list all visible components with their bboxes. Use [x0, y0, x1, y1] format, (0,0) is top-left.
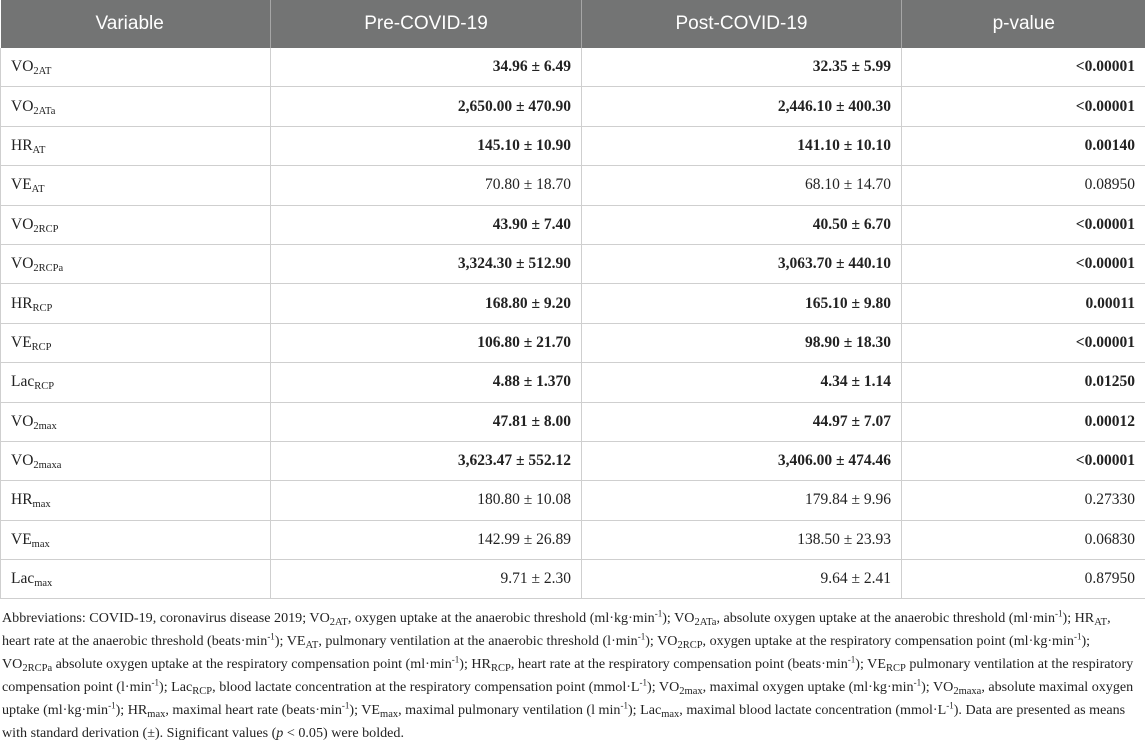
post-covid-value: 44.97 ± 7.07	[582, 402, 902, 441]
footnote-text: ). Data are presented as means with standard derivation (±). Significant values (	[2, 702, 1125, 741]
footnote-text: ); VO	[921, 679, 953, 695]
header-post-covid: Post-COVID-19	[582, 0, 902, 48]
p-value: 0.06830	[902, 520, 1145, 559]
variable-name: VE	[11, 176, 32, 193]
footnote-text: Abbreviations: COVID-19, coronavirus disease 2019; VO	[2, 610, 330, 626]
footnote-subscript: 2maxa	[953, 686, 981, 697]
variable-cell	[1, 441, 271, 480]
variable-name: VO	[11, 413, 33, 430]
footnote-subscript: RCP	[886, 663, 906, 674]
variable-subscript: RCP	[32, 342, 52, 353]
post-covid-value: 32.35 ± 5.99	[582, 48, 902, 87]
footnote-subscript: 2max	[679, 686, 702, 697]
pre-covid-value: 9.71 ± 2.30	[271, 560, 582, 599]
table-row	[1, 87, 1145, 126]
footnote-superscript: -1	[1055, 609, 1063, 619]
footnote-italic: p	[276, 725, 283, 741]
post-covid-value: 3,406.00 ± 474.46	[582, 441, 902, 480]
variable-cell	[1, 126, 271, 165]
table-row	[1, 166, 1145, 205]
table-row	[1, 126, 1145, 165]
variable-name: HR	[11, 137, 33, 154]
footnote-text: , maximal blood lactate concentration (mmol·L	[679, 702, 946, 718]
footnote-subscript: max	[661, 709, 679, 720]
table-row	[1, 284, 1145, 323]
variable-cell	[1, 87, 271, 126]
variable-subscript: 2RCP	[33, 224, 58, 235]
p-value: 0.01250	[902, 363, 1145, 402]
post-covid-value: 165.10 ± 9.80	[582, 284, 902, 323]
footnote-text: ); VE	[275, 633, 306, 649]
footnote-subscript: max	[380, 709, 398, 720]
footnote-text: ); VO	[647, 679, 679, 695]
footnote-superscript: -1	[946, 701, 954, 711]
variable-subscript: 2max	[33, 421, 56, 432]
variable-name: VO	[11, 98, 33, 115]
variable-cell	[1, 560, 271, 599]
variable-cell	[1, 48, 271, 87]
p-value: <0.00001	[902, 48, 1145, 87]
footnote-text: ); VE	[349, 702, 380, 718]
pre-covid-value: 4.88 ± 1.370	[271, 363, 582, 402]
variable-name: VO	[11, 216, 33, 233]
footnote-superscript: -1	[655, 609, 663, 619]
footnote-superscript: -1	[914, 678, 922, 688]
variable-cell	[1, 205, 271, 244]
footnote-subscript: AT	[1094, 617, 1107, 628]
post-covid-value: 98.90 ± 18.30	[582, 323, 902, 362]
footnote-text: , heart rate at the anaerobic threshold (beats·min	[2, 610, 1111, 649]
footnote-text: < 0.05) were bolded.	[283, 725, 404, 741]
variable-cell	[1, 166, 271, 205]
post-covid-value: 141.10 ± 10.10	[582, 126, 902, 165]
post-covid-value: 68.10 ± 14.70	[582, 166, 902, 205]
table-row	[1, 402, 1145, 441]
footnote-text: , maximal oxygen uptake (ml·kg·min	[703, 679, 914, 695]
p-value: <0.00001	[902, 244, 1145, 283]
post-covid-value: 3,063.70 ± 440.10	[582, 244, 902, 283]
footnote-text: , oxygen uptake at the respiratory compensation point (ml·kg·min	[703, 633, 1074, 649]
footnote-superscript: -1	[267, 632, 275, 642]
variable-name: VO	[11, 58, 33, 75]
footnote-superscript: -1	[452, 655, 460, 665]
variable-cell	[1, 402, 271, 441]
variable-subscript: max	[33, 499, 51, 510]
footnote-text: , heart rate at the respiratory compensation point (beats·min	[511, 656, 848, 672]
footnote-subscript: RCP	[192, 686, 212, 697]
variable-subscript: max	[32, 539, 50, 550]
pre-covid-value: 106.80 ± 21.70	[271, 323, 582, 362]
p-value: <0.00001	[902, 87, 1145, 126]
variable-subscript: 2maxa	[33, 460, 61, 471]
variable-name: VE	[11, 334, 32, 351]
variable-subscript: 2AT	[33, 66, 51, 77]
footnote-text: ); VO	[662, 610, 694, 626]
footnote-text: ); Lac	[628, 702, 661, 718]
variable-cell	[1, 520, 271, 559]
footnote-text: , pulmonary ventilation at the anaerobic threshold (l·min	[318, 633, 637, 649]
post-covid-value: 179.84 ± 9.96	[582, 481, 902, 520]
table-body	[1, 48, 1145, 599]
footnote-text: ); HR	[459, 656, 491, 672]
footnote-text: ); VO	[2, 633, 1090, 672]
variable-cell	[1, 284, 271, 323]
table-row	[1, 48, 1145, 87]
footnote-subscript: max	[147, 709, 165, 720]
footnote-superscript: -1	[342, 701, 350, 711]
footnote-text: , maximal heart rate (beats·min	[165, 702, 342, 718]
table-row	[1, 481, 1145, 520]
table-footnote	[2, 607, 1135, 745]
variable-subscript: AT	[32, 184, 45, 195]
pre-covid-value: 2,650.00 ± 470.90	[271, 87, 582, 126]
p-value: 0.27330	[902, 481, 1145, 520]
header-variable: Variable	[1, 0, 271, 48]
pre-covid-value: 3,324.30 ± 512.90	[271, 244, 582, 283]
post-covid-value: 4.34 ± 1.14	[582, 363, 902, 402]
footnote-text: , absolute maximal oxygen uptake (ml·kg·min	[2, 679, 1133, 718]
p-value: 0.00140	[902, 126, 1145, 165]
pre-covid-value: 168.80 ± 9.20	[271, 284, 582, 323]
footnote-subscript: 2RCPa	[22, 663, 52, 674]
footnote-text: absolute oxygen uptake at the respiratory compensation point (ml·min	[52, 656, 452, 672]
footnote-superscript: -1	[620, 701, 628, 711]
header-p-value: p-value	[902, 0, 1145, 48]
p-value: 0.00011	[902, 284, 1145, 323]
footnote-subscript: 2ATa	[694, 617, 716, 628]
pre-covid-value: 3,623.47 ± 552.12	[271, 441, 582, 480]
variable-name: VO	[11, 452, 33, 469]
footnote-text: , blood lactate concentration at the respiratory compensation point (mmol·L	[212, 679, 639, 695]
post-covid-value: 9.64 ± 2.41	[582, 560, 902, 599]
p-value: <0.00001	[902, 205, 1145, 244]
p-value: <0.00001	[902, 323, 1145, 362]
table-row	[1, 244, 1145, 283]
footnote-subscript: AT	[305, 640, 318, 651]
variable-cell	[1, 244, 271, 283]
table-row	[1, 363, 1145, 402]
pre-covid-value: 43.90 ± 7.40	[271, 205, 582, 244]
pre-covid-value: 145.10 ± 10.90	[271, 126, 582, 165]
variable-subscript: 2ATa	[33, 106, 55, 117]
footnote-subscript: RCP	[491, 663, 511, 674]
pre-covid-value: 180.80 ± 10.08	[271, 481, 582, 520]
footnote-text: ); VE	[855, 656, 886, 672]
table-row	[1, 520, 1145, 559]
footnote-text: , maximal pulmonary ventilation (l min	[398, 702, 620, 718]
footnote-text: ); HR	[116, 702, 148, 718]
post-covid-value: 138.50 ± 23.93	[582, 520, 902, 559]
variable-name: VO	[11, 255, 33, 272]
p-value: 0.08950	[902, 166, 1145, 205]
footnote-subscript: 2AT	[330, 617, 348, 628]
variable-cell	[1, 323, 271, 362]
pre-covid-value: 142.99 ± 26.89	[271, 520, 582, 559]
table-row	[1, 560, 1145, 599]
variable-name: VE	[11, 531, 32, 548]
table-row	[1, 323, 1145, 362]
footnote-text: ); HR	[1063, 610, 1095, 626]
variable-subscript: 2RCPa	[33, 263, 63, 274]
footnote-subscript: 2RCP	[677, 640, 702, 651]
variable-subscript: RCP	[34, 381, 54, 392]
header-pre-covid: Pre-COVID-19	[271, 0, 582, 48]
footnote-superscript: -1	[638, 632, 646, 642]
post-covid-value: 40.50 ± 6.70	[582, 205, 902, 244]
variable-subscript: max	[34, 578, 52, 589]
variable-name: HR	[11, 491, 33, 508]
footnote-text: , oxygen uptake at the anaerobic threshold (ml·kg·min	[348, 610, 655, 626]
pre-covid-value: 47.81 ± 8.00	[271, 402, 582, 441]
variable-subscript: RCP	[33, 303, 53, 314]
post-covid-value: 2,446.10 ± 400.30	[582, 87, 902, 126]
variable-name: HR	[11, 295, 33, 312]
p-value: <0.00001	[902, 441, 1145, 480]
footnote-superscript: -1	[1074, 632, 1082, 642]
variable-subscript: AT	[33, 145, 46, 156]
table-row	[1, 441, 1145, 480]
table-row	[1, 205, 1145, 244]
variable-cell	[1, 363, 271, 402]
footnote-text: ); Lac	[159, 679, 192, 695]
p-value: 0.87950	[902, 560, 1145, 599]
header-row	[1, 0, 1145, 48]
footnote-superscript: -1	[848, 655, 856, 665]
variable-name: Lac	[11, 373, 34, 390]
footnote-superscript: -1	[108, 701, 116, 711]
variable-name: Lac	[11, 570, 34, 587]
footnote-superscript: -1	[152, 678, 160, 688]
pre-covid-value: 34.96 ± 6.49	[271, 48, 582, 87]
pre-covid-value: 70.80 ± 18.70	[271, 166, 582, 205]
footnote-superscript: -1	[640, 678, 648, 688]
variable-cell	[1, 481, 271, 520]
footnote-text: , absolute oxygen uptake at the anaerobic threshold (ml·min	[716, 610, 1055, 626]
p-value: 0.00012	[902, 402, 1145, 441]
footnote-text: ); VO	[645, 633, 677, 649]
footnote-text: pulmonary ventilation at the respiratory compensation point (l·min	[2, 656, 1133, 695]
